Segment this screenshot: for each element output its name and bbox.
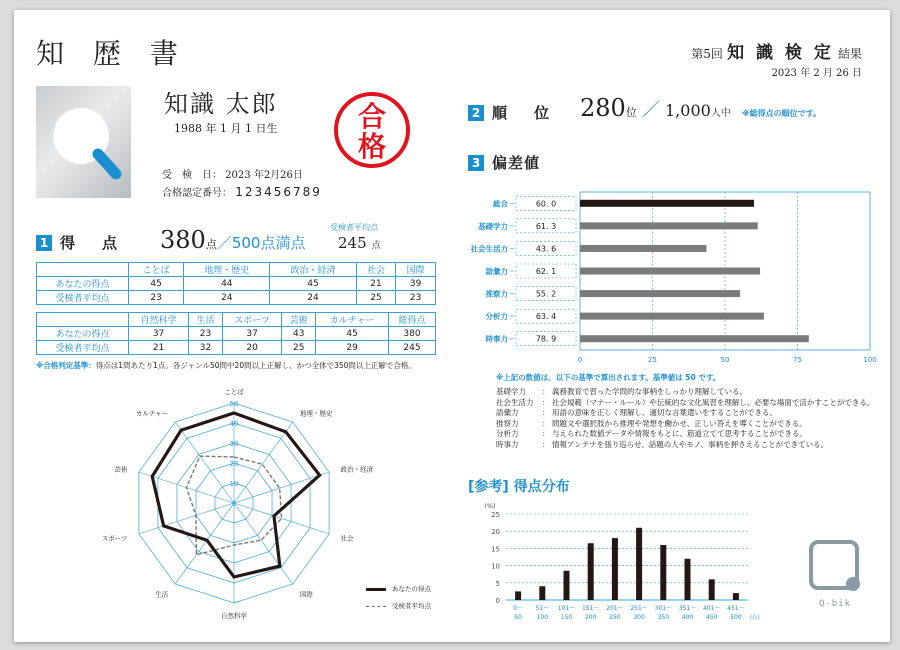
bar: [733, 593, 739, 600]
table-cell: 25: [282, 341, 316, 355]
x-tick-label: 300: [633, 614, 645, 621]
score-table-2: [36, 312, 436, 355]
table-cell: 23: [189, 327, 223, 341]
table-row: [37, 277, 436, 291]
x-tick-label: 350: [657, 614, 670, 621]
column-header: 社会: [356, 263, 396, 277]
definition-row: [496, 398, 886, 409]
cert-number: 123456789: [235, 185, 322, 199]
total-score: [160, 226, 305, 254]
y-tick-label: 15: [491, 545, 500, 554]
logo-text: Q-bik: [818, 599, 852, 609]
rank-note: ※総得点の順位です。: [741, 109, 822, 118]
definition-sep: ：: [542, 408, 550, 417]
radar-tick-label: 50: [229, 400, 239, 408]
x-tick-label: 0: [577, 356, 583, 364]
table-row: [37, 327, 436, 341]
column-header: 芸術: [282, 313, 316, 327]
legend-solid-line: [366, 588, 386, 591]
rank-total: 1,000: [665, 101, 711, 120]
column-header: ことば: [129, 263, 184, 277]
bar: [685, 559, 691, 600]
x-tick-label: 101～: [557, 605, 576, 612]
y-tick-label: 20: [491, 528, 500, 537]
category-label: 推察力: [485, 289, 508, 299]
radar-spoke: [175, 422, 234, 503]
avg-label: 受検者平均点: [330, 223, 378, 232]
criteria-text: 得点は1問あたり1点。各ジャンル50問中20問以上正解し、かつ全体で350問以上正解で合格。: [95, 361, 416, 370]
definition-row: [496, 440, 886, 451]
x-tick-label: 451～: [727, 605, 745, 612]
table-cell: 45: [129, 277, 184, 291]
radar-axis-label: 地理・歴史: [299, 409, 333, 418]
definition-term: 分析力: [496, 429, 519, 438]
exam-title: [691, 38, 862, 63]
table-corner: [37, 313, 129, 327]
table-cell: 23: [396, 291, 436, 305]
q-logo-icon: [36, 86, 131, 198]
table-cell: 21: [356, 277, 396, 291]
legend-you: [366, 584, 431, 593]
radar-axis-label: 自然科学: [221, 612, 247, 620]
bar: [588, 543, 594, 600]
x-tick-label: 100: [536, 614, 549, 621]
column-header: スポーツ: [222, 313, 282, 327]
section-number: 1: [36, 235, 52, 251]
row-label: あなたの得点: [37, 277, 129, 291]
bar: [612, 538, 618, 600]
definition-text: 与えられた数値データや情報をもとに、筋道立てて思考することができる。: [552, 429, 807, 438]
definition-text: 問題文や選択肢から推理や発想を働かせ、正しい答えを導くことができる。: [552, 418, 807, 428]
column-header: 地理・歴史: [184, 263, 270, 277]
definition-term: 社会生活力: [496, 397, 534, 407]
document-title: 知 歴 書: [36, 37, 188, 70]
bar: [660, 545, 666, 600]
definition-row: [496, 419, 886, 430]
reference-heading: [参考] 得点分布: [468, 479, 570, 495]
radar-spoke: [234, 503, 293, 584]
legend-you-label: あなたの得点: [392, 585, 431, 593]
table-cell: 380: [389, 327, 436, 341]
x-tick-label: 150: [560, 614, 573, 621]
category-label: 基礎学力: [478, 221, 508, 231]
definition-sep: ：: [542, 397, 550, 407]
exam-date-label: 受 検 日：: [162, 170, 222, 181]
radar-spoke: [234, 472, 329, 503]
column-header: 国際: [396, 263, 436, 277]
column-header: 自然科学: [129, 313, 189, 327]
column-header: 生活: [189, 313, 223, 327]
radar-axis-label: ことば: [224, 388, 244, 396]
radar-axis-label: スポーツ: [101, 534, 128, 543]
x-tick-label: 50: [720, 356, 730, 364]
table-cell: 45: [316, 327, 389, 341]
cert-label: 合格認定番号：: [162, 188, 232, 199]
radar-legend: [366, 584, 431, 610]
table-cell: 39: [396, 277, 436, 291]
definition-text: 用語の意味を正しく理解し、適切な言葉遣いをすることができる。: [552, 408, 777, 417]
x-tick-label: 50: [514, 614, 522, 621]
definition-row: [496, 387, 886, 398]
x-tick-label: 450: [705, 614, 718, 621]
radar-tick-label: 0: [231, 500, 237, 508]
category-label: 時事力: [485, 334, 508, 344]
data-label: 55. 2: [535, 289, 557, 299]
radar-axis-label: 生活: [155, 590, 169, 599]
legend-dashed-line: [366, 606, 386, 607]
distribution-chart: [476, 496, 776, 626]
radar-tick-label: 30: [229, 440, 239, 448]
section-title: 得 点: [60, 234, 124, 252]
data-label: 78. 9: [535, 334, 557, 344]
x-tick-label: 100: [863, 356, 877, 364]
category-label: 社会生活力: [470, 244, 508, 254]
x-tick-label: 250: [609, 614, 621, 621]
column-header: カルチャー: [316, 313, 389, 327]
person-name: 知識 太郎: [164, 90, 278, 118]
bar: [580, 335, 809, 342]
table-cell: 25: [356, 291, 396, 305]
exam-name: 知 識 検 定: [727, 43, 834, 63]
radar-tick-label: 10: [229, 480, 239, 488]
table-cell: 29: [316, 341, 389, 355]
y-tick-label: 0: [495, 597, 500, 605]
row-label: 受検者平均点: [37, 341, 129, 355]
photo: [36, 86, 131, 198]
table-header-row: [37, 313, 436, 327]
bar: [580, 222, 758, 229]
bar: [539, 586, 545, 600]
x-tick-label: 0～: [513, 605, 524, 612]
data-label: 61. 3: [535, 221, 557, 231]
definition-term: 語彙力: [496, 408, 519, 417]
pass-criteria: [36, 360, 446, 371]
row-label: 受検者平均点: [37, 291, 129, 305]
table-cell: 245: [389, 341, 436, 355]
stamp-char-1: 合: [357, 100, 387, 133]
x-tick-label: 301～: [654, 605, 673, 612]
column-header: 総得点: [389, 313, 436, 327]
data-label: 63. 4: [535, 312, 557, 322]
score-unit: 点: [205, 238, 217, 251]
y-tick-label: 10: [491, 562, 500, 571]
x-tick-label: 351～: [678, 605, 697, 612]
table-cell: 37: [129, 327, 189, 341]
rank-value: [580, 94, 821, 122]
definition-text: 義務教育で習った学問的な事柄をしっかり理解している。: [552, 387, 747, 396]
y-axis-unit: (%): [484, 502, 496, 510]
table-corner: [37, 263, 129, 277]
q-bik-icon: [808, 539, 862, 595]
definition-sep: ：: [542, 418, 550, 428]
table-cell: 45: [270, 277, 356, 291]
x-tick-label: 500: [730, 614, 742, 621]
score-heading: [36, 232, 123, 253]
radar-tick-label: 20: [229, 460, 239, 468]
radar-spoke: [175, 503, 234, 584]
x-tick-label: 251～: [630, 605, 648, 612]
table-header-row: [37, 263, 436, 277]
table-cell: 43: [282, 327, 316, 341]
x-tick-label: 51～: [535, 605, 550, 612]
x-tick-label: 200: [584, 614, 597, 621]
bar: [580, 313, 764, 320]
category-label: 総合: [493, 199, 508, 209]
radar-axis-label: 芸術: [114, 465, 128, 474]
table-cell: 23: [129, 291, 184, 305]
radar-tick-label: 40: [229, 420, 239, 428]
y-tick-label: 5: [495, 579, 500, 588]
radar-axis-label: 政治・経済: [340, 465, 374, 474]
deviation-note: ※上記の数値は、以下の基準で算出されます。基準値は 50 です。: [496, 373, 721, 382]
definition-term: 推察力: [496, 418, 519, 428]
y-tick-label: 25: [491, 511, 500, 519]
section-number: 3: [468, 155, 484, 171]
table-row: [37, 291, 436, 305]
deviation-definitions: [496, 387, 886, 450]
table-cell: 24: [270, 291, 356, 305]
section-title: 順 位: [492, 104, 556, 122]
table-cell: 24: [184, 291, 270, 305]
x-tick-label: 201～: [606, 605, 624, 612]
rank-number: 280: [580, 94, 626, 122]
bar: [580, 290, 740, 297]
deviation-heading: [468, 152, 540, 173]
bar: [636, 528, 642, 600]
date-of-birth: 1988 年 1 月 1 日生: [174, 122, 278, 135]
section-number: 2: [468, 105, 484, 121]
bar: [709, 579, 715, 600]
rank-total-unit: 人中: [710, 108, 731, 119]
column-header: 政治・経済: [270, 263, 356, 277]
bar: [580, 200, 754, 207]
score-table-1: [36, 262, 436, 305]
bar: [580, 245, 706, 252]
definition-sep: ：: [542, 387, 550, 396]
rank-slash: ／: [641, 100, 660, 121]
exam-date-value: 2023 年2月26日: [225, 170, 303, 181]
deviation-chart: [470, 182, 877, 368]
bar: [515, 591, 521, 600]
pass-stamp: [332, 90, 412, 170]
radar-series-you: [152, 413, 319, 577]
score-max: ／500点満点: [216, 234, 306, 252]
bar: [580, 268, 760, 275]
definition-term: 時事力: [496, 439, 519, 449]
data-label: 43. 6: [535, 244, 557, 254]
radar-spoke: [234, 422, 293, 503]
definition-sep: ：: [542, 439, 550, 449]
result-sheet: [14, 10, 890, 642]
x-axis-unit: (点): [750, 615, 760, 621]
criteria-label: ※合格判定基準：: [36, 361, 96, 370]
x-tick-label: 25: [648, 356, 657, 364]
exam-date-row: [162, 166, 303, 181]
category-label: 分析力: [485, 312, 508, 322]
definition-term: 基礎学力: [496, 387, 526, 396]
q-bik-logo: [808, 539, 862, 611]
x-tick-label: 75: [793, 356, 802, 364]
bar: [564, 571, 570, 600]
definition-row: [496, 408, 886, 419]
data-label: 62. 1: [535, 267, 557, 276]
radar-spoke: [139, 503, 234, 534]
table-row: [37, 341, 436, 355]
table-cell: 44: [184, 277, 270, 291]
issue-date: 2023 年 2 月 26 日: [771, 68, 862, 79]
radar-axis-label: カルチャー: [135, 409, 169, 418]
avg-unit: 点: [371, 241, 381, 251]
radar-axis-label: 社会: [340, 534, 354, 543]
rank-unit: 位: [625, 106, 637, 119]
stamp-char-2: 格: [357, 130, 387, 163]
legend-avg: [366, 601, 431, 610]
data-label: 60. 0: [535, 199, 557, 209]
rank-heading: [468, 102, 555, 123]
category-label: 語彙力: [485, 267, 508, 276]
definition-sep: ：: [542, 429, 550, 438]
score-value: 380: [160, 226, 206, 254]
x-tick-label: 401～: [702, 605, 721, 612]
exam-suffix: 結果: [837, 47, 862, 61]
table-cell: 21: [129, 341, 189, 355]
radar-axis-label: 国際: [299, 590, 313, 599]
definition-text: 情報アンテナを張り巡らせ、話題の人やモノ、事柄を押さえることができている。: [552, 439, 829, 449]
avg-score: [338, 233, 381, 252]
cert-row: [162, 184, 322, 199]
x-tick-label: 400: [681, 614, 694, 621]
legend-avg-label: 受検者平均点: [392, 602, 431, 610]
x-tick-label: 151～: [581, 605, 600, 612]
table-cell: 20: [222, 341, 282, 355]
section-title: 偏差値: [492, 154, 541, 172]
table-cell: 37: [222, 327, 282, 341]
definition-row: [496, 429, 886, 440]
table-cell: 32: [189, 341, 223, 355]
definition-text: 社会規範（マナー・ルール）や伝統的な文化風習を理解し、必要な場面で活かすことができる。: [552, 397, 875, 407]
avg-value: 245: [338, 234, 367, 252]
exam-prefix: 第5回: [691, 47, 723, 61]
row-label: あなたの得点: [37, 327, 129, 341]
